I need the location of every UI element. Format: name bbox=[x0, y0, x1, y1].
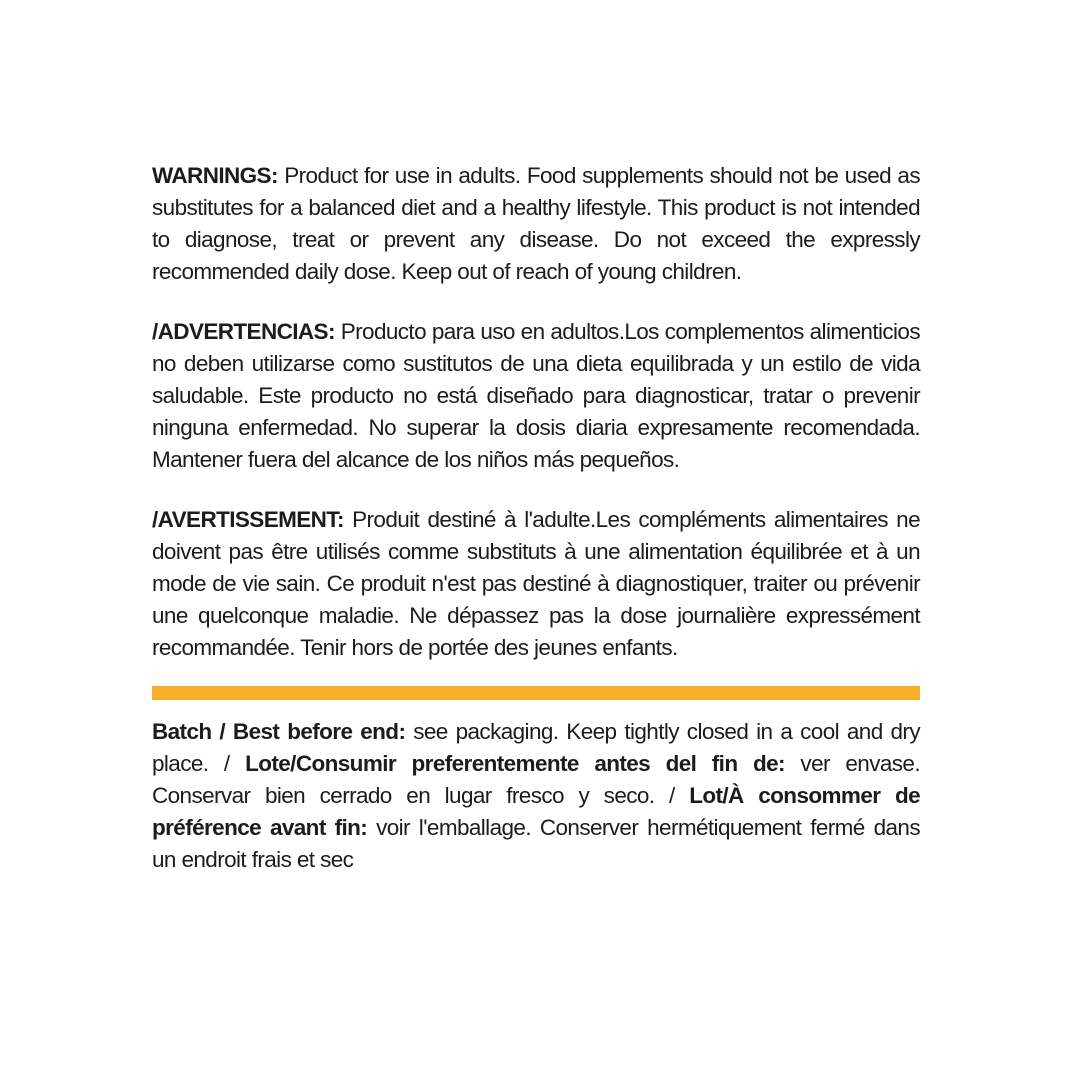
warnings-spanish-text: Producto para uso en adultos.Los complementos alimenticios no deben utilizarse como sustitutos de una dieta equilibrada y un estilo de vida saludable. Este producto no está diseñado para diagnosticar, tratar o prevenir ninguna enfermedad. No superar la dosis diaria expresamente recomendada. Mantener fuera del alcance de los niños más pequeños. bbox=[152, 319, 920, 472]
storage-spanish-text: ver envase. Conservar bien cerrado en lugar fresco y seco. / bbox=[152, 751, 920, 808]
warnings-french bbox=[152, 504, 920, 664]
warnings-french-text: Produit destiné à l'adulte.Les compléments alimentaires ne doivent pas être utilisés comme substituts à une alimentation équilibrée et à un mode de vie sain. Ce produit n'est pas destiné à diagnostiquer, traiter ou prévenir une quelconque maladie. Ne dépassez pas la dose journalière expressément recommandée. Tenir hors de portée des jeunes enfants. bbox=[152, 507, 920, 660]
warnings-french-heading: /AVERTISSEMENT: bbox=[152, 507, 344, 532]
storage-english-heading: Batch / Best before end: bbox=[152, 719, 406, 744]
supplement-label-panel bbox=[152, 160, 920, 876]
storage-info bbox=[152, 716, 920, 876]
warnings-english bbox=[152, 160, 920, 288]
storage-french-heading: Lot/À consommer de préférence avant fin: bbox=[152, 783, 921, 840]
storage-english-text: see packaging. Keep tightly closed in a cool and dry place. / bbox=[152, 719, 920, 776]
orange-divider-bar bbox=[152, 686, 920, 700]
storage-french-text: voir l'emballage. Conserver hermétiquement fermé dans un endroit frais et sec bbox=[152, 815, 920, 872]
warnings-spanish bbox=[152, 316, 920, 476]
warnings-english-text: Product for use in adults. Food supplements should not be used as substitutes for a balanced diet and a healthy lifestyle. This product is not intended to diagnose, treat or prevent any disease. Do not exceed the expressly recommended daily dose. Keep out of reach of young children. bbox=[152, 163, 920, 284]
warnings-english-heading: WARNINGS: bbox=[152, 163, 278, 188]
warnings-spanish-heading: /ADVERTENCIAS: bbox=[152, 319, 335, 344]
storage-spanish-heading: Lote/Consumir preferentemente antes del fin de: bbox=[245, 751, 785, 776]
